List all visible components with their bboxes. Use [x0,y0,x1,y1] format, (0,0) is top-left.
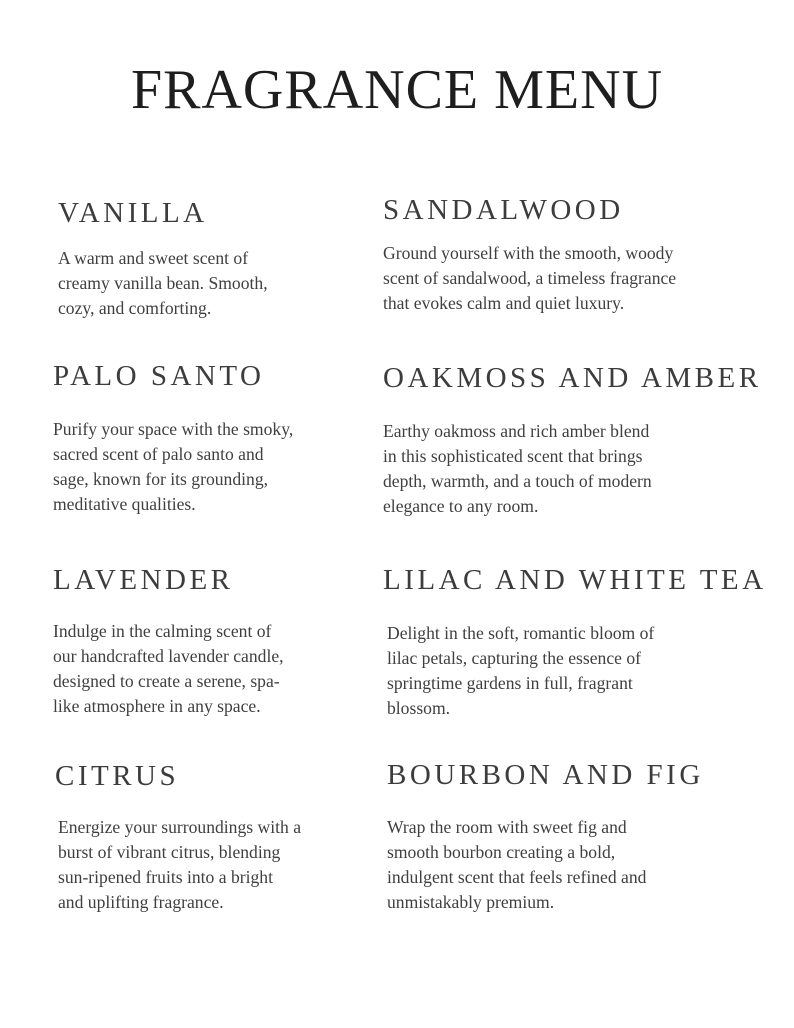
scent-description-line: Purify your space with the smoky, [53,419,294,439]
scent-description-line: lilac petals, capturing the essence of [387,648,642,668]
scent-description-line: Earthy oakmoss and rich amber blend [383,421,650,441]
scent-name: LAVENDER [53,564,234,596]
scent-item-palo-santo [53,362,293,517]
scent-description-line: designed to create a serene, spa- [53,671,280,691]
scent-description-line: sage, known for its grounding, [53,469,269,489]
scent-description-line: springtime gardens in full, fragrant [387,673,633,693]
scent-name: PALO SANTO [53,360,265,392]
scent-description-line: Indulge in the calming scent of [53,621,272,641]
scent-description-line: our handcrafted lavender candle, [53,646,284,666]
scent-description-line: sacred scent of palo santo and [53,444,264,464]
scent-name: LILAC AND WHITE TEA [383,564,767,596]
scent-description-line: Wrap the room with sweet fig and [387,817,627,837]
scent-description [387,815,704,915]
scent-description-line: cozy, and comforting. [58,298,212,318]
scent-item-bourbon-and-fig [387,761,704,915]
scent-description-line: burst of vibrant citrus, blending [58,842,281,862]
scent-name: OAKMOSS AND AMBER [383,362,762,394]
scent-description-line: elegance to any room. [383,496,539,516]
scent-description-line: scent of sandalwood, a timeless fragrance [383,268,677,288]
scent-item-vanilla [58,199,268,321]
scent-name: VANILLA [58,197,208,229]
scent-description [58,246,268,321]
scent-description-line: smooth bourbon creating a bold, [387,842,616,862]
scent-description-line: A warm and sweet scent of [58,248,249,268]
scent-item-lavender [53,566,284,719]
scent-description-line: blossom. [387,698,451,718]
scent-description-line: unmistakably premium. [387,892,555,912]
scent-description-line: like atmosphere in any space. [53,696,261,716]
scent-description-line: Delight in the soft, romantic bloom of [387,623,655,643]
scent-description-line: indulgent scent that feels refined and [387,867,647,887]
scent-description-line: Ground yourself with the smooth, woody [383,243,674,263]
scent-description-line: and uplifting fragrance. [58,892,224,912]
scent-description [383,419,762,519]
scent-name: SANDALWOOD [383,194,624,226]
scent-description-line: depth, warmth, and a touch of modern [383,471,652,491]
scent-description-line: meditative qualities. [53,494,196,514]
scent-description [53,417,293,517]
scent-description-line: that evokes calm and quiet luxury. [383,293,625,313]
scent-description-line: sun-ripened fruits into a bright [58,867,273,887]
scent-description-line: Energize your surroundings with a [58,817,302,837]
scent-description-line: creamy vanilla bean. Smooth, [58,273,268,293]
scent-description-line: in this sophisticated scent that brings [383,446,643,466]
scent-item-sandalwood [383,196,676,316]
scent-description [387,621,767,721]
scent-description [383,241,676,316]
scent-description [53,619,284,719]
scent-item-oakmoss-and-amber [383,364,762,519]
scent-name: BOURBON AND FIG [387,759,704,791]
scent-description [58,815,301,915]
scent-name: CITRUS [55,760,180,792]
scent-item-lilac-and-white-tea [383,566,767,721]
page-title: FRAGRANCE MENU [130,59,664,121]
scent-item-citrus [55,762,301,915]
